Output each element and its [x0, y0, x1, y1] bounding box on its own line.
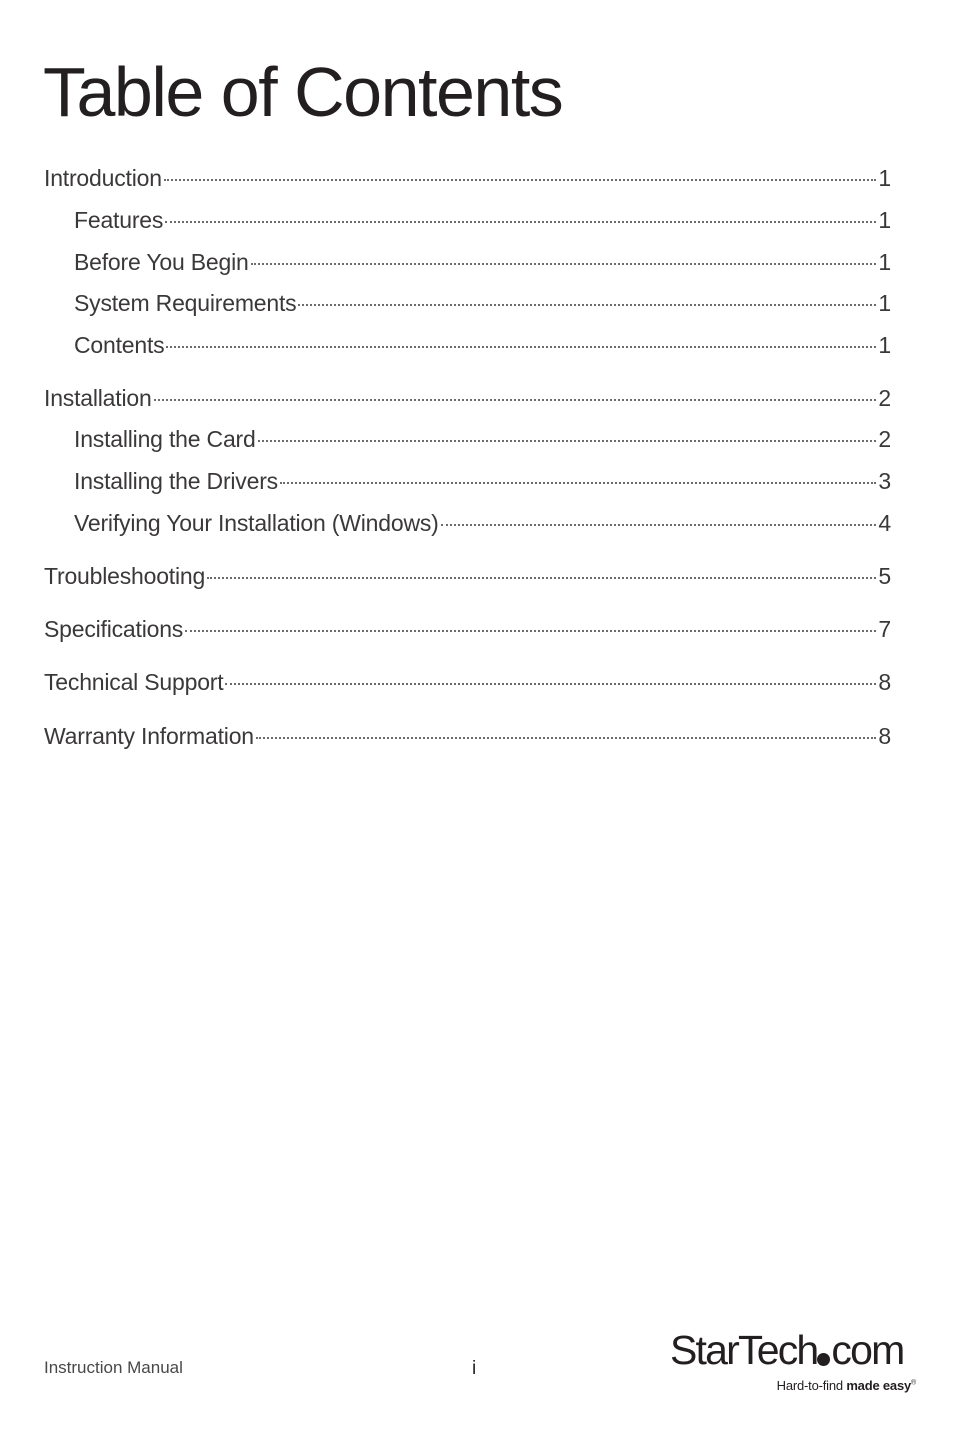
- toc-entry-page: 5: [878, 563, 891, 589]
- dot-leader: [166, 346, 876, 348]
- toc-entry-page: 2: [878, 385, 891, 411]
- toc-entry-installing-the-card[interactable]: [44, 419, 891, 459]
- dot-leader: [164, 179, 877, 181]
- toc-entry-technical-support[interactable]: [44, 662, 891, 702]
- toc-entry-page: 1: [878, 207, 891, 233]
- footer-page-number: i: [472, 1358, 477, 1379]
- dot-leader: [207, 577, 876, 579]
- toc-entry-label: Warranty Information: [44, 723, 254, 749]
- toc-entry-label: System Requirements: [74, 290, 297, 316]
- dot-leader: [280, 482, 876, 484]
- toc-entry-system-requirements[interactable]: [44, 283, 891, 323]
- toc-entry-label: Features: [74, 207, 164, 233]
- dot-leader: [185, 630, 876, 632]
- dot-leader: [441, 524, 877, 526]
- dot-leader: [298, 304, 876, 306]
- logo-tagline: [777, 1378, 916, 1393]
- toc-entry-page: 1: [878, 332, 891, 358]
- toc-entry-label: Introduction: [44, 165, 162, 191]
- toc-entry-label: Installation: [44, 385, 152, 411]
- toc-entry-page: 1: [878, 290, 891, 316]
- logo-dot-icon: [817, 1353, 830, 1366]
- toc-entry-page: 2: [878, 426, 891, 452]
- dot-leader: [165, 221, 876, 223]
- toc-entry-verifying-installation[interactable]: [44, 503, 891, 543]
- toc-entry-troubleshooting[interactable]: [44, 556, 891, 596]
- footer-document-label: Instruction Manual: [44, 1358, 183, 1377]
- toc-entry-installing-the-drivers[interactable]: [44, 461, 891, 501]
- toc-entry-contents[interactable]: [44, 325, 891, 365]
- toc-entry-page: 4: [878, 510, 891, 536]
- toc-entry-specifications[interactable]: [44, 609, 891, 649]
- toc-entry-label: Installing the Drivers: [74, 468, 278, 494]
- startech-logo: [668, 1326, 920, 1398]
- toc-entry-label: Contents: [74, 332, 165, 358]
- toc-entry-label: Troubleshooting: [44, 563, 206, 589]
- dot-leader: [251, 263, 877, 265]
- registered-mark: ®: [911, 1379, 916, 1387]
- toc-entry-label: Specifications: [44, 616, 184, 642]
- toc-entry-features[interactable]: [44, 200, 891, 240]
- toc-entry-page: 8: [878, 723, 891, 749]
- logo-tagline-bold: made easy: [846, 1378, 912, 1393]
- toc-entry-label: Verifying Your Installation (Windows): [74, 510, 439, 536]
- dot-leader: [225, 683, 876, 685]
- toc-entry-label: Installing the Card: [74, 426, 256, 452]
- toc-entry-page: 1: [878, 165, 891, 191]
- toc-entry-page: 3: [878, 468, 891, 494]
- toc-entry-warranty-information[interactable]: [44, 716, 891, 756]
- toc-entry-page: 8: [878, 669, 891, 695]
- logo-wordmark: [670, 1326, 903, 1374]
- logo-tagline-regular: Hard-to-find: [776, 1378, 843, 1393]
- toc-entry-installation[interactable]: [44, 378, 891, 418]
- page-title: Table of Contents: [43, 53, 563, 131]
- dot-leader: [258, 440, 877, 442]
- toc-entry-label: Technical Support: [44, 669, 224, 695]
- toc-entry-introduction[interactable]: [44, 158, 891, 198]
- toc-entry-before-you-begin[interactable]: [44, 242, 891, 282]
- dot-leader: [256, 737, 877, 739]
- logo-brand: StarTech: [670, 1327, 818, 1373]
- dot-leader: [154, 399, 877, 401]
- toc-entry-label: Before You Begin: [74, 249, 249, 275]
- logo-domain: com: [831, 1327, 904, 1373]
- toc-entry-page: 1: [878, 249, 891, 275]
- toc-entry-page: 7: [878, 616, 891, 642]
